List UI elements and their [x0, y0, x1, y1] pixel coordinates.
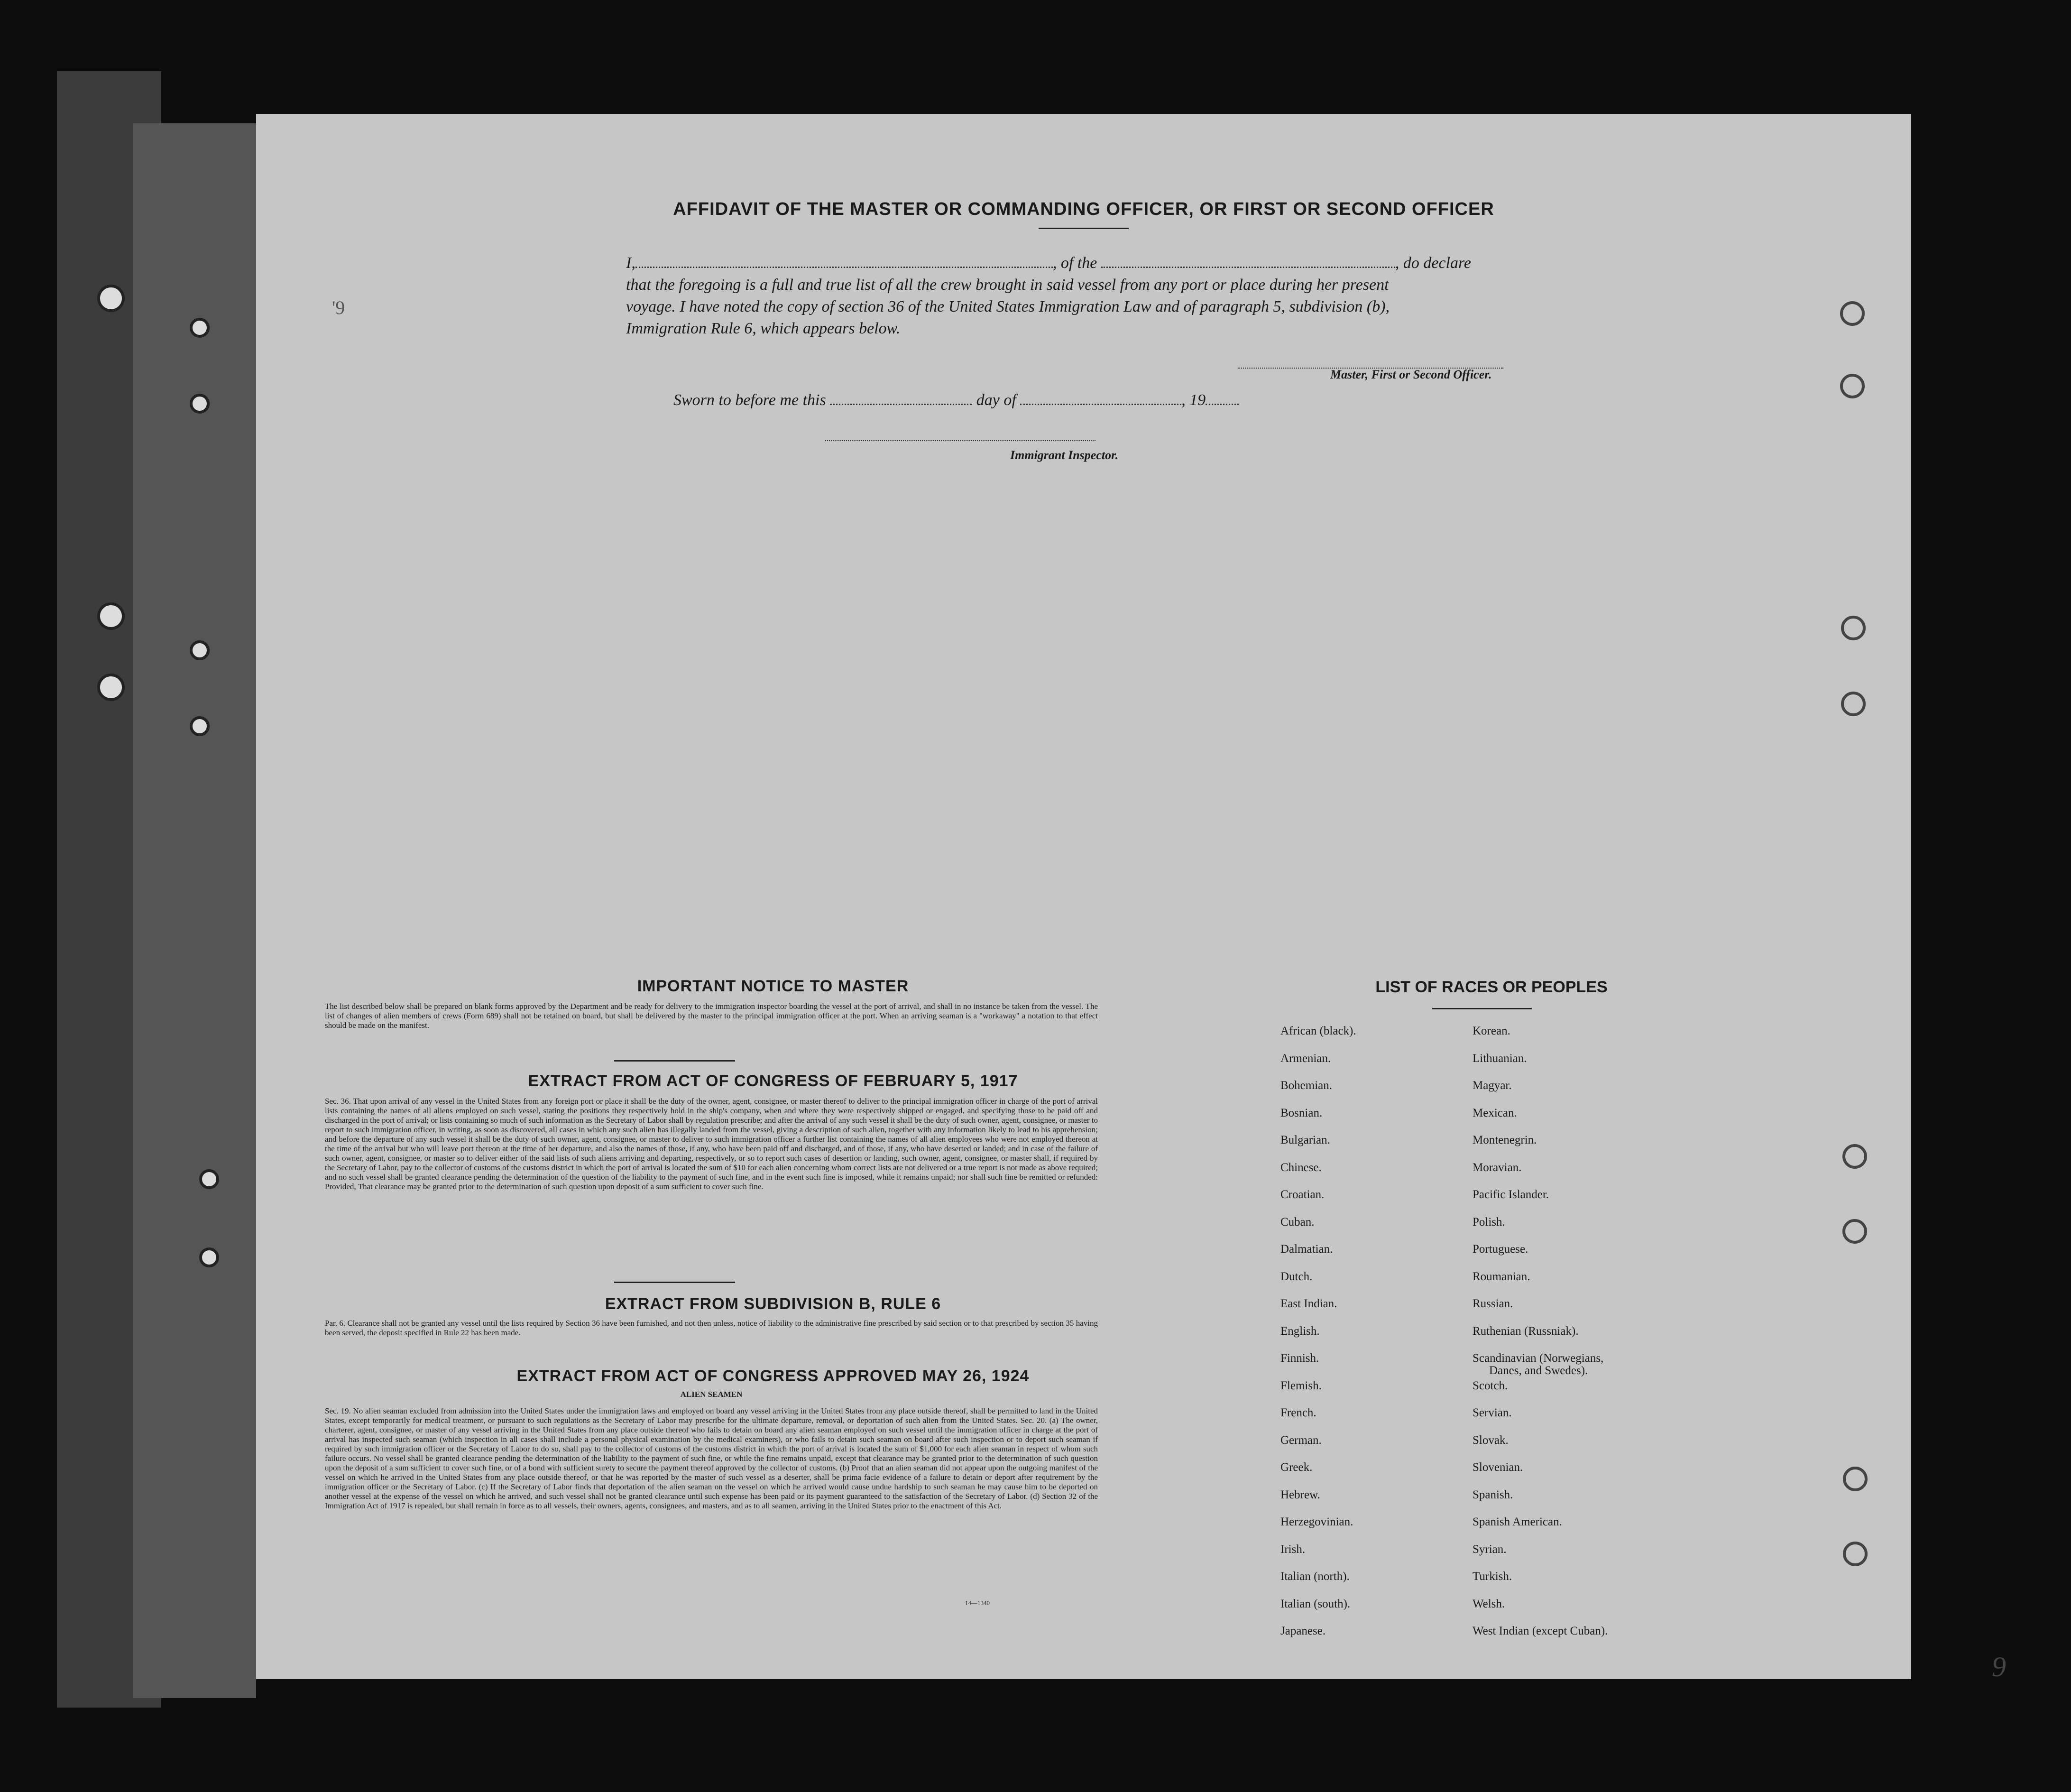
race-item: Turkish.	[1473, 1570, 1512, 1583]
binder-rivet-4	[190, 716, 210, 736]
name-blank	[635, 255, 1053, 268]
do-declare-label: , do declare	[1395, 254, 1472, 272]
notice-text: The list described below shall be prepared on blank forms approved by the Department and be ready for delivery to the immigration inspector boarding the vessel at the port of arrival, and shall in no instance be taken from the vessel. The list of changes of alien members of crews (Form 689) shall not be retained on board, but shall be delivered by the master to the principal immigration officer at the port. When an arriving seaman is a "workaway" a notation to that effect should be made on the manifest.	[325, 1002, 1098, 1030]
divider	[1432, 1008, 1532, 1009]
race-item: Welsh.	[1473, 1597, 1505, 1610]
manifest-page	[256, 114, 2006, 1682]
races-title: LIST OF RACES OR PEOPLES	[1375, 978, 1608, 996]
month-blank	[1020, 392, 1181, 405]
race-item: Scotch.	[1473, 1379, 1508, 1392]
race-item: Scandinavian (Norwegians,	[1473, 1352, 1604, 1365]
race-item: Servian.	[1473, 1406, 1512, 1419]
race-item: Finnish.	[1280, 1352, 1319, 1365]
race-item: Slovenian.	[1473, 1461, 1523, 1474]
binder-hole-2	[97, 602, 125, 630]
extract-1917-title: EXTRACT FROM ACT OF CONGRESS OF FEBRUARY 5, 1917	[528, 1072, 1018, 1090]
punch-hole	[1843, 1467, 1868, 1491]
divider	[1039, 228, 1129, 229]
binder-rivet-5	[199, 1169, 219, 1189]
punch-hole	[1840, 374, 1865, 398]
divider	[614, 1282, 735, 1283]
affidavit-line-2: that the foregoing is a full and true list of all the crew brought in said vessel from any port or place during her present	[626, 276, 1389, 294]
year-label: , 19	[1181, 391, 1206, 409]
race-item: Syrian.	[1473, 1543, 1507, 1556]
race-item: Italian (south).	[1280, 1597, 1351, 1610]
race-item: Korean.	[1473, 1025, 1510, 1037]
affidavit-line-3: voyage. I have noted the copy of section 36 of the United States Immigration Law and of paragraph 5, subdivision (b),	[626, 298, 1390, 315]
race-item: African (black).	[1280, 1025, 1356, 1037]
race-item: Herzegovinian.	[1280, 1515, 1353, 1528]
day-blank	[830, 392, 972, 405]
race-item: Montenegrin.	[1473, 1134, 1537, 1146]
punch-hole	[1840, 301, 1865, 326]
race-item: Bulgarian.	[1280, 1134, 1330, 1146]
race-item: Bohemian.	[1280, 1079, 1333, 1092]
master-label: Master, First or Second Officer.	[1330, 368, 1492, 381]
divider	[614, 1060, 735, 1062]
binder-hole-3	[97, 674, 125, 701]
punch-hole	[1841, 692, 1866, 716]
race-item: French.	[1280, 1406, 1316, 1419]
binder-flap	[133, 123, 256, 1698]
extract-1924-text: Sec. 19. No alien seaman excluded from admission into the United States under the immigration laws and employed on board any vessel arriving in the United States from any place outside thereof, shall be permitted to land in the United States, except temporarily for medical treatment, or pursuant to such regulations as the Secretary of Labor may prescribe for the ultimate departure, removal, or deportation of such alien from the United States. Sec. 20. (a) The owner, charterer, agent, consignee, or master of any vessel arriving in the United States from any place outside thereof who fails to detain on board any alien seaman employed on such vessel until the immigration officer in charge at the port of arrival has inspected such seaman (which inspection in all cases shall include a personal physical examination by the medical examiners), or who fails to detain such seaman on board after such inspection or to deport such seaman if required by such immigration officer or the Secretary of Labor to do so, shall pay to the collector of customs of the customs district in which the port of arrival is located the sum of $1,000 for each alien seaman in respect of whom such failure occurs. No vessel shall be granted clearance pending the determination of the liability to the payment of such fine, or while the fine remains unpaid, except that clearance may be granted prior to the determination of such question upon the deposit of a sum sufficient to cover such fine, or of a bond with sufficient surety to secure the payment thereof approved by the collector of customs. (b) Proof that an alien seaman did not appear upon the outgoing manifest of the vessel on which he arrived in the United States from any place outside thereof, or that he was reported by the master of such vessel as a deserter, shall be prima facie evidence of a failure to detain or deport after requirement by the immigration officer or the Secretary of Labor. (c) If the Secretary of Labor finds that deportation of the alien seaman on the vessel on which he arrived would cause undue hardship to such seaman he may cause him to be deported on another vessel at the expense of the vessel on which he arrived, and such vessel shall not be granted clearance until such expense has been paid or its payment guaranteed to the satisfaction of the Secretary of Labor. (d) Section 32 of the Immigration Act of 1917 is repealed, but shall remain in force as to all vessels, their owners, agents, consignees, and masters, and as to all seamen, arriving in the United States prior to the enactment of this Act.	[325, 1406, 1098, 1510]
subdivision-title: EXTRACT FROM SUBDIVISION B, RULE 6	[605, 1295, 941, 1313]
inspector-label: Immigrant Inspector.	[1010, 448, 1119, 462]
binder-rivet-1	[190, 318, 210, 338]
race-item: German.	[1280, 1433, 1322, 1447]
race-item: Polish.	[1473, 1215, 1505, 1229]
year-blank	[1206, 392, 1239, 405]
affidavit-i: I,	[626, 254, 635, 272]
race-item: Mexican.	[1473, 1106, 1517, 1119]
race-item: Roumanian.	[1473, 1270, 1530, 1283]
race-item: Flemish.	[1280, 1379, 1322, 1392]
subdivision-text: Par. 6. Clearance shall not be granted any vessel until the lists required by Section 36 have been furnished, and not then unless, notice of liability to the administrative fine prescribed by said section or to that prescribed by section 35 having been served, the deposit specified in Rule 22 has been made.	[325, 1319, 1098, 1337]
affidavit-text	[626, 252, 1541, 340]
binder-hole-1	[97, 285, 125, 312]
race-item: Bosnian.	[1280, 1106, 1323, 1119]
margin-mark: '9	[332, 297, 345, 318]
race-item: Cuban.	[1280, 1215, 1315, 1229]
punch-hole	[1843, 1542, 1868, 1566]
race-item: Chinese.	[1280, 1161, 1322, 1174]
race-item: Hebrew.	[1280, 1488, 1320, 1501]
race-item: Lithuanian.	[1473, 1052, 1527, 1065]
vessel-blank	[1101, 255, 1395, 268]
race-item: Irish.	[1280, 1543, 1306, 1556]
binder-rivet-6	[199, 1247, 219, 1267]
extract-1917-text: Sec. 36. That upon arrival of any vessel in the United States from any foreign port or place it shall be the duty of the owner, agent, consignee, or master thereof to deliver to the principal immigration officer in charge of the port of arrival lists containing the names of all aliens employed on such vessel, stating the positions they respectively hold in the ship's company, when and where they were respectively shipped or engaged, and specifying those to be paid off and discharged in the port of arrival; or lists containing so much of such information as the Secretary of Labor shall by regulation prescribe; and after the arrival of any such vessel it shall be the duty of such owner, agent, consignee, or master to report to such immigration officer, in writing, as soon as discovered, all cases in which any such alien has illegally landed from the vessel, giving a description of such alien, together with any information likely to lead to his apprehension; and before the departure of any such vessel it shall be the duty of such owner, agent, consignee, or master to deliver to such immigration officer a further list containing the names of all alien employees who were not employed thereon at the time of the arrival but who will leave port thereon at the time of her departure, and also the names of those, if any, who have been paid off and discharged, and of those, if any, who have deserted or landed; and in case of the failure of such owner, agent, consignee, or master so to deliver either of the said lists of such aliens arriving and departing, respectively, or so to report such cases of desertion or landing, such owner, agent, consignee, or master shall, if required by the Secretary of Labor, pay to the collector of customs of the customs district in which the port of arrival is located the sum of $10 for each alien concerning whom correct lists are not delivered or a true report is not made as above required; and no such vessel shall be granted clearance pending the determination of the question of the liability to the payment of such fine, and in the event such fine is imposed, while it remains unpaid; nor shall such fine be remitted or refunded: Provided, That clearance may be granted prior to the determination of such question upon deposit of a sum sufficient to cover such fine.	[325, 1097, 1098, 1191]
race-item: Italian (north).	[1280, 1570, 1350, 1583]
race-item: Danes, and Swedes).	[1489, 1364, 1588, 1377]
race-item: Magyar.	[1473, 1079, 1512, 1092]
race-item: Dalmatian.	[1280, 1243, 1333, 1256]
punch-hole	[1841, 616, 1866, 640]
race-item: Japanese.	[1280, 1625, 1326, 1637]
notice-title: IMPORTANT NOTICE TO MASTER	[637, 977, 909, 995]
race-item: Ruthenian (Russniak).	[1473, 1324, 1579, 1338]
day-of-label: day of	[976, 391, 1016, 409]
handwritten-mark: 9	[1992, 1651, 2006, 1682]
inspector-signature-line	[825, 440, 1095, 442]
race-item: Portuguese.	[1473, 1243, 1528, 1256]
binder-rivet-2	[190, 394, 210, 414]
race-item: Croatian.	[1280, 1188, 1325, 1201]
affidavit-line-4: Immigration Rule 6, which appears below.	[626, 320, 901, 337]
of-the-label: , of the	[1052, 254, 1097, 272]
race-item: Dutch.	[1280, 1270, 1313, 1283]
race-item: Moravian.	[1473, 1161, 1522, 1174]
race-item: Spanish American.	[1473, 1515, 1562, 1528]
form-number: 14—1340	[965, 1599, 990, 1607]
sworn-line	[673, 391, 1239, 409]
alien-seamen-subtitle: ALIEN SEAMEN	[680, 1390, 743, 1399]
race-item: Spanish.	[1473, 1488, 1513, 1501]
race-item: Greek.	[1280, 1461, 1313, 1474]
punch-hole	[1842, 1144, 1867, 1169]
race-item: English.	[1280, 1324, 1320, 1338]
race-item: Armenian.	[1280, 1052, 1331, 1065]
binder-rivet-3	[190, 640, 210, 660]
affidavit-title: AFFIDAVIT OF THE MASTER OR COMMANDING OFFICER, OR FIRST OR SECOND OFFICER	[673, 199, 1494, 219]
race-item: East Indian.	[1280, 1297, 1337, 1310]
race-item: Pacific Islander.	[1473, 1188, 1549, 1201]
race-item: Slovak.	[1473, 1433, 1509, 1447]
punch-hole	[1842, 1219, 1867, 1244]
race-item: Russian.	[1473, 1297, 1513, 1310]
sworn-label: Sworn to before me this	[673, 391, 826, 409]
extract-1924-title: EXTRACT FROM ACT OF CONGRESS APPROVED MAY 26, 1924	[516, 1367, 1030, 1385]
race-item: West Indian (except Cuban).	[1473, 1625, 1608, 1637]
